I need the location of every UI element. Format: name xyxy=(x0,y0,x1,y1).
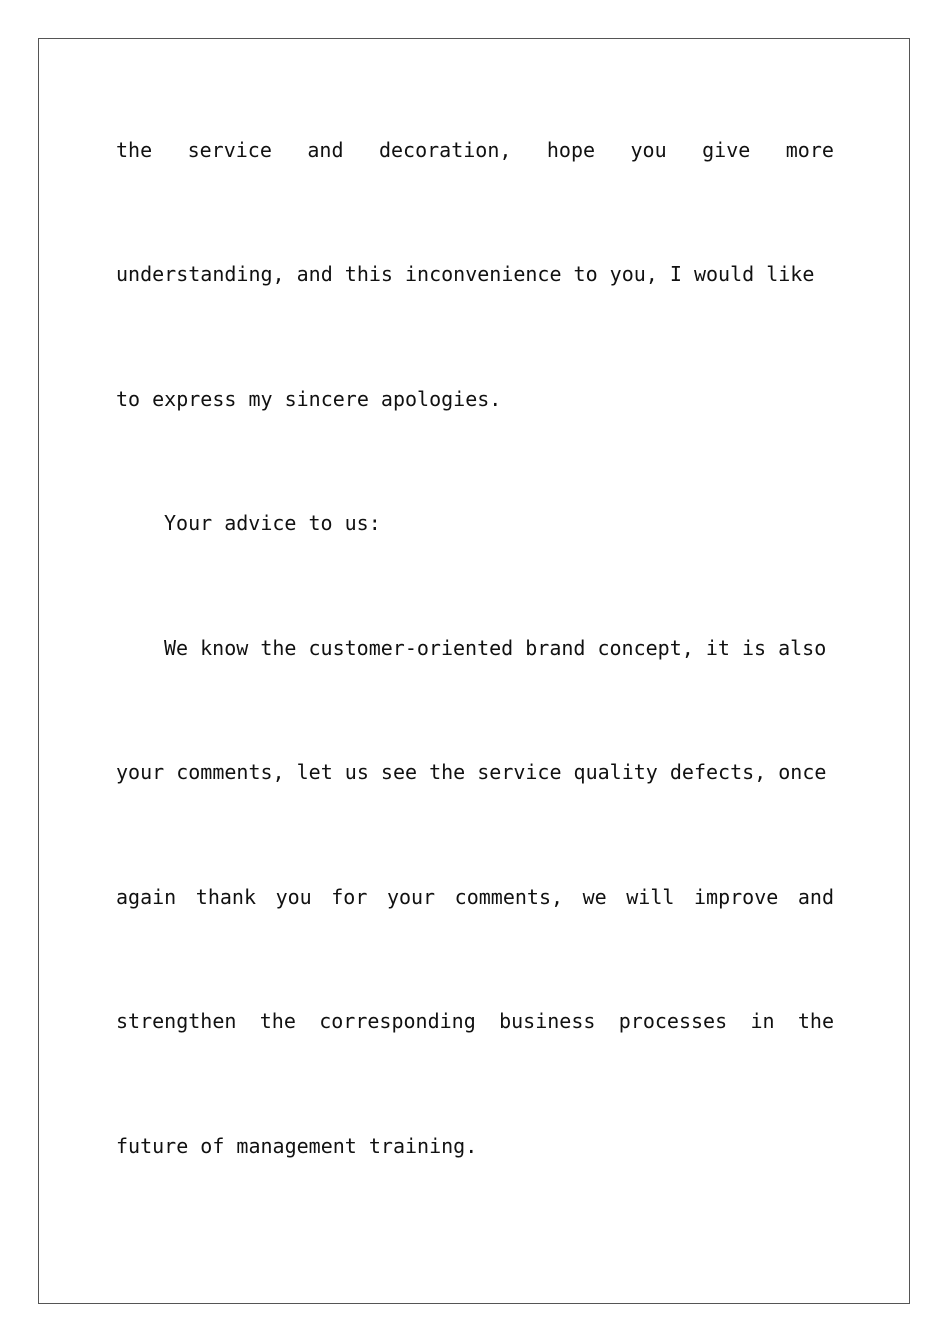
word: strengthen xyxy=(116,1009,237,1033)
word: comments, xyxy=(454,885,564,909)
paragraph-line-6: your comments, let us see the service quality defects, once xyxy=(116,760,827,784)
word: in xyxy=(750,1009,775,1033)
word: you xyxy=(630,138,667,162)
word: for xyxy=(331,885,368,909)
paragraph-line-7 xyxy=(116,882,834,912)
word: will xyxy=(626,885,675,909)
paragraph-line-2: understanding, and this inconvenience to you, I would like xyxy=(116,262,815,286)
word: the xyxy=(259,1009,296,1033)
word: again xyxy=(116,885,177,909)
word: and xyxy=(307,138,344,162)
word: business xyxy=(499,1009,596,1033)
word: give xyxy=(702,138,751,162)
word: the xyxy=(116,138,153,162)
word: hope xyxy=(546,138,596,162)
word: and xyxy=(797,885,834,909)
paragraph-line-9: future of management training. xyxy=(116,1134,478,1158)
word: thank xyxy=(195,885,256,909)
word: decoration, xyxy=(378,138,512,162)
word: improve xyxy=(694,885,779,909)
page-border xyxy=(38,38,910,1304)
word: we xyxy=(582,885,607,909)
paragraph-line-5: We know the customer-oriented brand concept, it is also xyxy=(164,636,827,660)
word: the xyxy=(797,1009,834,1033)
word: more xyxy=(785,138,834,162)
word: processes xyxy=(618,1009,728,1033)
paragraph-line-8 xyxy=(116,1006,834,1036)
word: you xyxy=(275,885,312,909)
paragraph-line-1 xyxy=(116,135,834,165)
word: corresponding xyxy=(319,1009,476,1033)
section-heading: Your advice to us: xyxy=(164,511,381,535)
word: service xyxy=(187,138,272,162)
paragraph-line-3: to express my sincere apologies. xyxy=(116,387,502,411)
word: your xyxy=(386,885,436,909)
